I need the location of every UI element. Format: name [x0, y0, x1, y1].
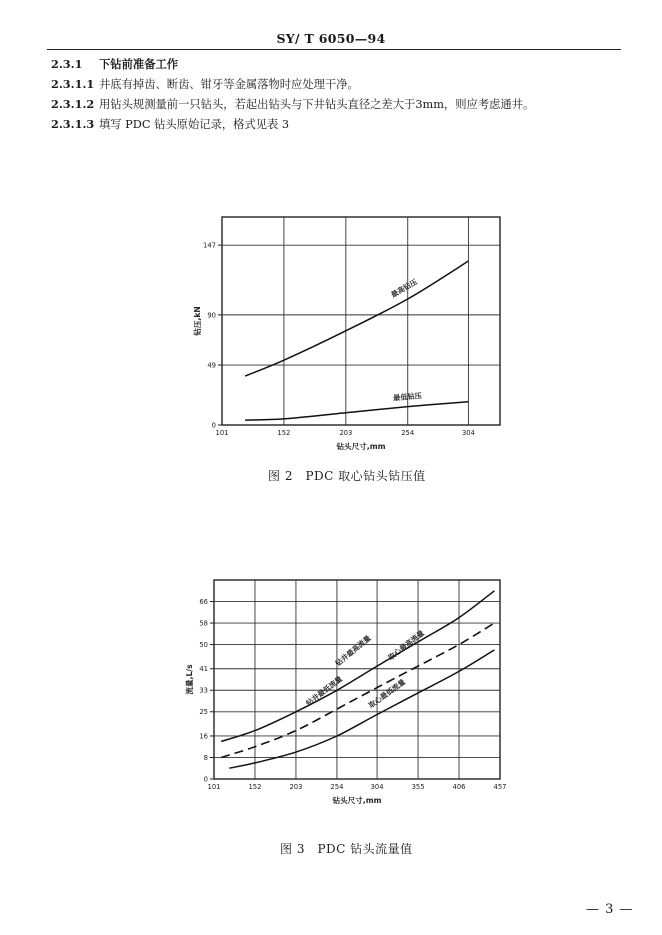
- x-tick-label: 203: [289, 783, 303, 791]
- x-tick-label: 457: [493, 783, 507, 791]
- x-tick-label: 355: [411, 783, 425, 791]
- series-label: 最低钻压: [392, 391, 423, 403]
- x-tick-label: 101: [215, 429, 229, 437]
- y-tick-label: 50: [199, 640, 208, 649]
- pressure-chart: [180, 205, 510, 455]
- x-tick-label: 101: [207, 783, 221, 791]
- y-tick-label: 147: [203, 241, 216, 250]
- y-tick-label: 41: [199, 665, 208, 674]
- y-tick-label: 49: [207, 361, 216, 370]
- series-label: 取心最低流量: [366, 677, 407, 710]
- x-tick-label: 254: [401, 429, 415, 437]
- section-number: 2.3.1: [51, 57, 83, 71]
- section-text: 井底有掉齿、断齿、钳牙等金属落物时应处理干净。: [99, 78, 359, 91]
- section-2-3-1-1: [51, 76, 359, 92]
- series-label: 钻井最低流量: [304, 674, 344, 708]
- y-tick-label: 90: [207, 311, 216, 320]
- y-tick-label: 8: [203, 753, 208, 762]
- section-number: 2.3.1.1: [51, 77, 95, 91]
- x-tick-label: 203: [339, 429, 353, 437]
- standard-code-header: SY/ T 6050—94: [276, 31, 386, 46]
- section-number: 2.3.1.3: [51, 117, 95, 131]
- y-tick-label: 58: [199, 619, 208, 628]
- series-line: [221, 591, 494, 742]
- x-tick-label: 254: [330, 783, 344, 791]
- x-axis-label: 钻头尺寸,mm: [336, 442, 386, 451]
- y-tick-label: 0: [203, 775, 208, 784]
- section-number: 2.3.1.2: [51, 97, 95, 111]
- series-line: [245, 261, 468, 376]
- x-tick-label: 406: [452, 783, 466, 791]
- x-tick-label: 304: [370, 783, 384, 791]
- page-number: — 3 —: [586, 902, 634, 917]
- series-label: 取心最高流量: [386, 628, 426, 663]
- x-axis-label: 钻头尺寸,mm: [332, 796, 382, 805]
- y-tick-label: 25: [199, 708, 208, 717]
- y-tick-label: 33: [199, 686, 208, 695]
- x-tick-label: 152: [277, 429, 291, 437]
- section-title: 下钻前准备工作: [99, 57, 179, 71]
- y-axis-label: 流量,L/s: [185, 664, 194, 695]
- section-text: 填写 PDC 钻头原始记录，格式见表 3: [99, 118, 290, 131]
- plot-frame: [222, 217, 500, 425]
- x-tick-label: 304: [461, 429, 475, 437]
- series-label: 最高钻压: [389, 277, 419, 300]
- section-text: 用钻头规测量前一只钻头，若起出钻头与下井钻头直径之差大于3mm，则应考虑通井。: [99, 98, 535, 111]
- y-tick-label: 16: [199, 732, 208, 741]
- series-label: 钻井最高流量: [333, 633, 373, 669]
- x-tick-label: 152: [248, 783, 262, 791]
- y-tick-label: 0: [211, 421, 216, 430]
- series-line: [229, 650, 494, 768]
- figure-2-caption: 图 2 PDC 取心钻头钻压值: [268, 469, 426, 483]
- y-tick-label: 66: [199, 597, 208, 606]
- section-2-3-1: [51, 56, 178, 72]
- header-rule: [47, 49, 621, 50]
- flow-chart: [180, 570, 520, 810]
- plot-frame: [214, 580, 500, 779]
- figure-3-caption: 图 3 PDC 钻头流量值: [280, 842, 413, 856]
- section-2-3-1-2: [51, 96, 534, 112]
- series-line: [245, 402, 468, 420]
- y-axis-label: 钻压,kN: [193, 306, 202, 336]
- section-2-3-1-3: [51, 116, 289, 132]
